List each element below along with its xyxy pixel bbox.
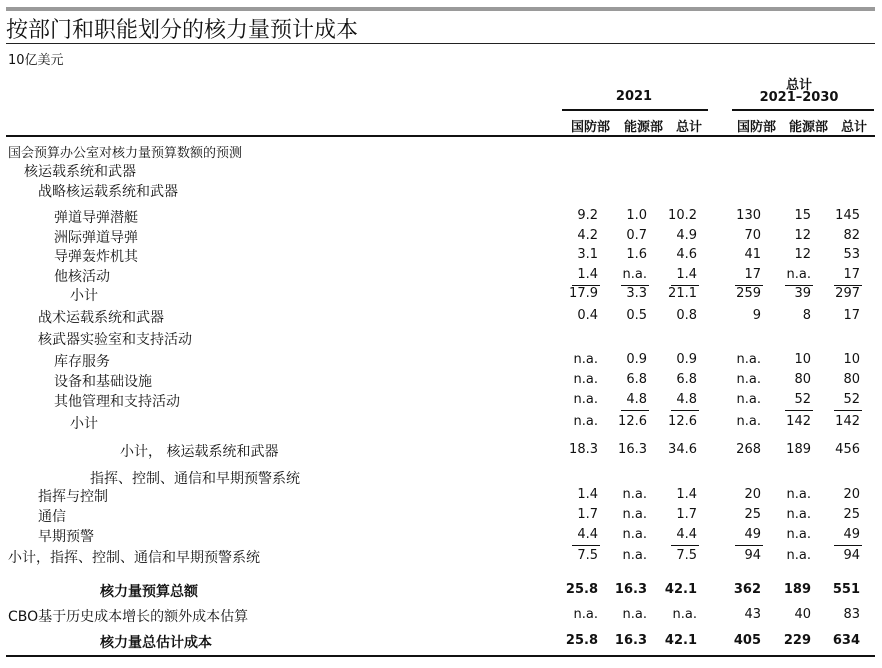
row-icbm-label: 洲际弹道导弹 (54, 230, 138, 246)
row-stockpile-services-value: n.a. (736, 352, 761, 367)
row-ssbn-value: 1.0 (626, 208, 647, 223)
row-command-control-value: 20 (744, 487, 761, 502)
row-ssbn-value: 145 (835, 208, 860, 223)
table-bottom-rule (6, 655, 875, 657)
row-command-control-value: n.a. (622, 487, 647, 502)
row-other-management-value: 4.8 (676, 392, 697, 407)
row-subtotal-c3-value: 7.5 (676, 548, 697, 563)
row-ssbn-label: 弹道导弹潜艇 (54, 210, 138, 226)
row-cbo-additional-value: 83 (843, 607, 860, 622)
group-header-total-line1: 总计 (785, 78, 812, 93)
col-header-defense-2021: 国防部 (571, 120, 611, 135)
row-subtotal-c3-value: 94 (843, 548, 860, 563)
row-infrastructure-value: n.a. (573, 372, 598, 387)
row-subtotal-c3-value: 7.5 (577, 548, 598, 563)
row-early-warning-value: 4.4 (676, 527, 697, 542)
row-subtotal-strategic-value: 39 (794, 286, 811, 301)
row-tactical-systems-label: 战术运载系统和武器 (38, 310, 164, 326)
row-other-management-underline (834, 410, 862, 411)
row-budget-total-value: 42.1 (664, 582, 697, 597)
row-subtotal-strategic-value: 259 (736, 286, 761, 301)
row-other-management-underline (621, 410, 649, 411)
group-underline-2021 (562, 109, 708, 111)
row-tactical-systems-value: 0.4 (577, 308, 598, 323)
row-ssbn-value: 15 (794, 208, 811, 223)
row-stockpile-services-value: 10 (794, 352, 811, 367)
row-early-warning-value: 49 (843, 527, 860, 542)
row-tactical-systems-value: 9 (752, 308, 761, 323)
row-subtotal-labs-value: n.a. (736, 414, 761, 429)
table-title: 按部门和职能划分的核力量预计成本 (6, 18, 359, 43)
row-icbm-value: 12 (794, 228, 811, 243)
row-communications-value: n.a. (622, 507, 647, 522)
row-stockpile-services-value: 0.9 (626, 352, 647, 367)
row-bombers-value: 1.6 (626, 247, 647, 262)
group-header-2021: 2021 (615, 89, 653, 104)
row-early-warning-underline (671, 545, 699, 546)
row-early-warning-underline (735, 545, 763, 546)
row-command-control-value: 1.4 (676, 487, 697, 502)
row-other-management-value: 52 (794, 392, 811, 407)
row-tactical-systems-value: 0.8 (676, 308, 697, 323)
row-cbo-additional-label: CBO基于历史成本增长的额外成本估算 (8, 609, 249, 625)
row-other-nuclear-value: 1.4 (676, 267, 697, 282)
row-early-warning-value: n.a. (786, 527, 811, 542)
row-cbo-additional-value: n.a. (672, 607, 697, 622)
row-subtotal-strategic-value: 17.9 (569, 286, 598, 301)
row-subtotal-strategic-label: 小计 (70, 288, 98, 304)
row-nuclear-delivery-systems-label: 核运载系统和武器 (24, 164, 136, 180)
row-subtotal-labs-value: 12.6 (618, 414, 647, 429)
row-bombers-value: 53 (843, 247, 860, 262)
row-subtotal-delivery-value: 34.6 (668, 442, 697, 457)
row-subtotal-c3-value: 94 (744, 548, 761, 563)
row-other-nuclear-value: 17 (843, 267, 860, 282)
row-other-management-value: 52 (843, 392, 860, 407)
row-subtotal-c3-value: n.a. (786, 548, 811, 563)
row-subtotal-strategic-value: 3.3 (626, 286, 647, 301)
row-estimated-total-value: 42.1 (664, 633, 697, 648)
row-stockpile-services-value: 10 (843, 352, 860, 367)
row-other-nuclear-label: 他核活动 (54, 269, 110, 285)
col-header-energy-2021: 能源部 (624, 120, 664, 135)
row-infrastructure-value: 6.8 (626, 372, 647, 387)
row-early-warning-underline (834, 545, 862, 546)
row-budget-total-label: 核力量预算总额 (100, 584, 198, 600)
row-other-nuclear-value: 1.4 (577, 267, 598, 282)
row-estimated-total-value: 405 (733, 633, 761, 648)
row-command-control-value: 1.4 (577, 487, 598, 502)
row-icbm-value: 0.7 (626, 228, 647, 243)
row-budget-total-value: 25.8 (565, 582, 598, 597)
row-ssbn-value: 130 (736, 208, 761, 223)
row-subtotal-strategic-value: 297 (835, 286, 860, 301)
row-infrastructure-label: 设备和基础设施 (54, 374, 152, 390)
row-subtotal-labs-label: 小计 (70, 416, 98, 432)
row-other-management-underline (671, 410, 699, 411)
row-cbo-additional-value: 43 (744, 607, 761, 622)
row-communications-value: 25 (744, 507, 761, 522)
row-infrastructure-value: 6.8 (676, 372, 697, 387)
group-underline-total (732, 109, 874, 111)
row-other-management-value: n.a. (736, 392, 761, 407)
row-early-warning-label: 早期预警 (38, 529, 94, 545)
row-budget-total-value: 16.3 (614, 582, 647, 597)
row-subtotal-labs-value: 12.6 (668, 414, 697, 429)
row-stockpile-services-value: 0.9 (676, 352, 697, 367)
row-communications-value: n.a. (786, 507, 811, 522)
row-icbm-value: 4.9 (676, 228, 697, 243)
row-subtotal-c3-label: 小计，指挥、控制、通信和早期预警系统 (8, 550, 260, 566)
row-command-control-value: n.a. (786, 487, 811, 502)
row-subtotal-labs-value: 142 (786, 414, 811, 429)
row-subtotal-labs-value: n.a. (573, 414, 598, 429)
row-estimated-total-value: 25.8 (565, 633, 598, 648)
row-budget-total-value: 189 (783, 582, 811, 597)
title-rule (6, 43, 875, 44)
row-other-nuclear-value: n.a. (786, 267, 811, 282)
row-estimated-total-value: 634 (832, 633, 860, 648)
row-communications-value: 1.7 (577, 507, 598, 522)
row-bombers-value: 3.1 (577, 247, 598, 262)
row-subtotal-labs-value: 142 (835, 414, 860, 429)
row-tactical-systems-value: 8 (802, 308, 811, 323)
row-subtotal-delivery-value: 268 (736, 442, 761, 457)
row-estimated-total-value: 229 (783, 633, 811, 648)
row-weapons-labs-label: 核武器实验室和支持活动 (38, 332, 192, 348)
row-budget-total-value: 362 (733, 582, 761, 597)
row-early-warning-value: 4.4 (577, 527, 598, 542)
row-ssbn-value: 9.2 (577, 208, 598, 223)
row-bombers-label: 导弹轰炸机其 (54, 249, 138, 265)
row-early-warning-value: 49 (744, 527, 761, 542)
top-bar (6, 7, 875, 11)
row-communications-value: 1.7 (676, 507, 697, 522)
row-early-warning-underline (572, 545, 600, 546)
col-header-energy-total: 能源部 (789, 120, 829, 135)
unit-label: 10亿美元 (8, 53, 64, 68)
row-bombers-value: 41 (744, 247, 761, 262)
row-subtotal-delivery-label: 小计， 核运载系统和武器 (120, 444, 279, 460)
row-bombers-value: 4.6 (676, 247, 697, 262)
row-subtotal-delivery-value: 16.3 (618, 442, 647, 457)
row-icbm-value: 70 (744, 228, 761, 243)
row-other-management-value: n.a. (573, 392, 598, 407)
row-tactical-systems-value: 0.5 (626, 308, 647, 323)
row-cbo-additional-value: n.a. (622, 607, 647, 622)
header-bottom-rule (6, 135, 875, 137)
row-other-management-underline (785, 410, 813, 411)
row-estimated-total-label: 核力量总估计成本 (100, 635, 212, 651)
row-subtotal-strategic-value: 21.1 (668, 286, 697, 301)
row-subtotal-c3-value: n.a. (622, 548, 647, 563)
row-early-warning-value: n.a. (622, 527, 647, 542)
col-header-total-2021: 总计 (676, 120, 703, 135)
row-c3-heading-label: 指挥、控制、通信和早期预警系统 (90, 471, 300, 487)
row-cbo-additional-value: n.a. (573, 607, 598, 622)
row-infrastructure-value: 80 (794, 372, 811, 387)
group-header-total-line2: 2021–2030 (759, 90, 839, 105)
row-tactical-systems-value: 17 (843, 308, 860, 323)
col-header-total-total: 总计 (841, 120, 868, 135)
row-stockpile-services-label: 库存服务 (54, 354, 110, 370)
col-header-defense-total: 国防部 (737, 120, 777, 135)
row-icbm-value: 82 (843, 228, 860, 243)
row-command-control-value: 20 (843, 487, 860, 502)
row-budget-total-value: 551 (832, 582, 860, 597)
row-infrastructure-value: n.a. (736, 372, 761, 387)
row-infrastructure-value: 80 (843, 372, 860, 387)
row-estimated-total-value: 16.3 (614, 633, 647, 648)
row-icbm-value: 4.2 (577, 228, 598, 243)
row-stockpile-services-value: n.a. (573, 352, 598, 367)
row-subtotal-delivery-value: 189 (786, 442, 811, 457)
row-ssbn-value: 10.2 (668, 208, 697, 223)
row-other-nuclear-value: n.a. (622, 267, 647, 282)
row-subtotal-delivery-value: 456 (835, 442, 860, 457)
row-cbo-projection-label: 国会预算办公室对核力量预算数额的预测 (8, 146, 243, 161)
row-strategic-systems-label: 战略核运载系统和武器 (38, 184, 178, 200)
row-other-management-value: 4.8 (626, 392, 647, 407)
row-bombers-value: 12 (794, 247, 811, 262)
row-other-management-label: 其他管理和支持活动 (54, 394, 180, 410)
row-communications-value: 25 (843, 507, 860, 522)
row-subtotal-delivery-value: 18.3 (569, 442, 598, 457)
row-command-control-label: 指挥与控制 (38, 489, 108, 505)
row-cbo-additional-value: 40 (794, 607, 811, 622)
row-other-nuclear-value: 17 (744, 267, 761, 282)
row-communications-label: 通信 (38, 509, 66, 525)
